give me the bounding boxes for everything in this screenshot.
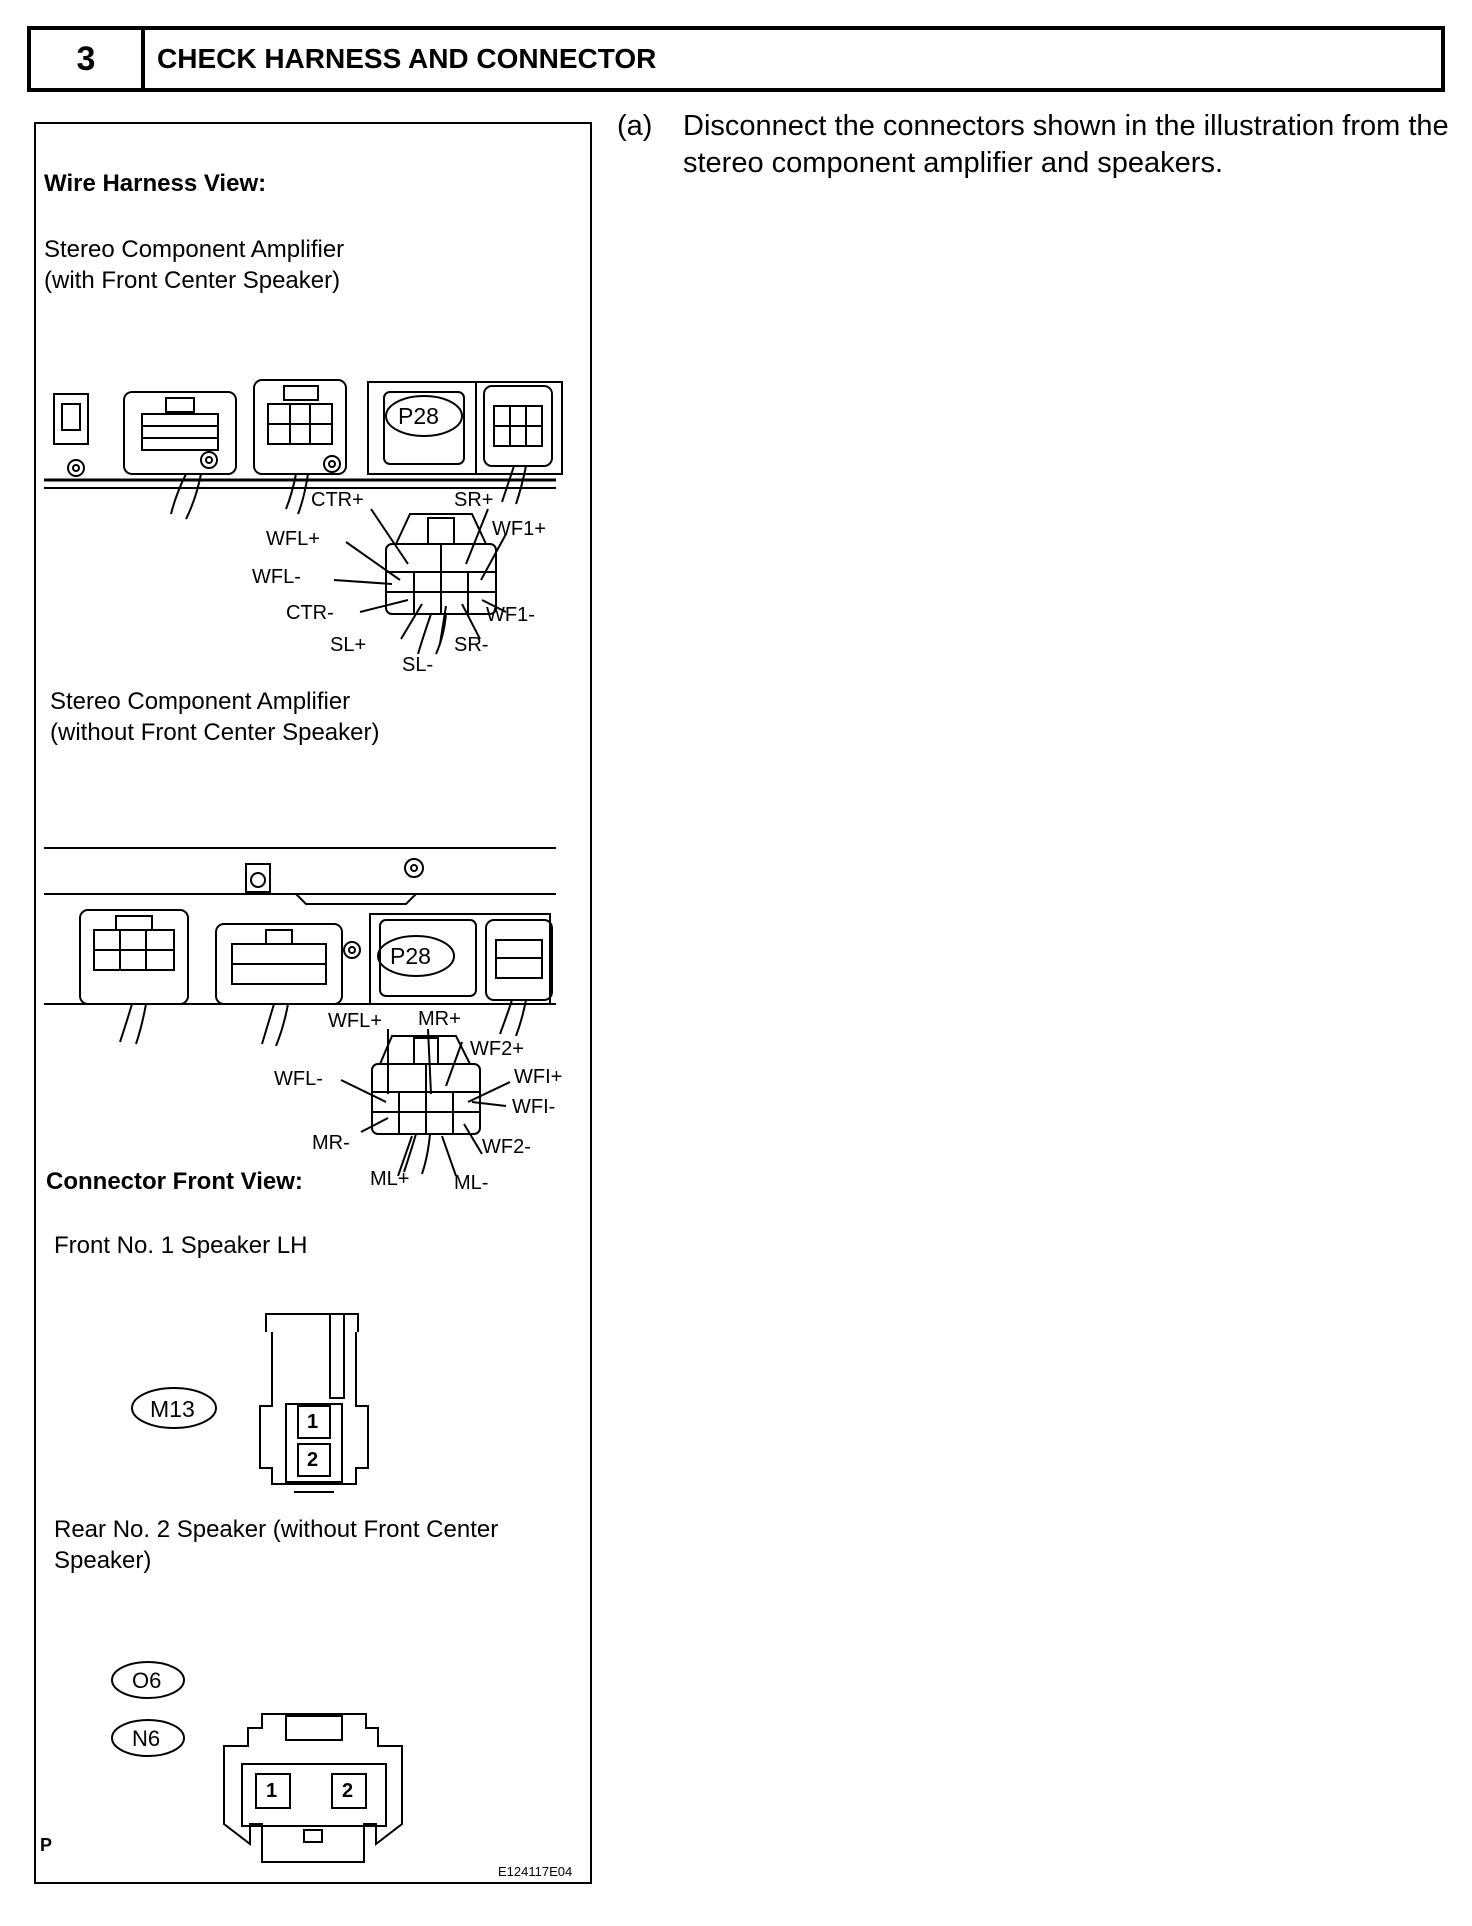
amplifier-without-center-drawing bbox=[44, 848, 556, 1176]
pin-label: SL- bbox=[402, 654, 434, 676]
wire-harness-heading: Wire Harness View: bbox=[44, 170, 267, 197]
pin-label: WF2+ bbox=[470, 1038, 524, 1060]
connector-code-n6: N6 bbox=[132, 1726, 161, 1751]
connector-code-m13: M13 bbox=[150, 1396, 195, 1422]
pin-label: CTR+ bbox=[311, 489, 364, 511]
pin-label: WFI- bbox=[512, 1096, 556, 1118]
instruction-label: (a) bbox=[617, 110, 653, 142]
pin-label: WFL- bbox=[274, 1068, 323, 1090]
pin-label: MR+ bbox=[418, 1008, 461, 1030]
pin-label: WFL- bbox=[252, 566, 301, 588]
amp-with-center-line1: Stereo Component Amplifier bbox=[44, 236, 345, 263]
pin-label: MR- bbox=[312, 1132, 350, 1154]
rear-speaker-label-line2: Speaker) bbox=[54, 1547, 152, 1574]
pin-label: ML- bbox=[454, 1172, 489, 1194]
illustration-panel bbox=[34, 122, 592, 1884]
connector-code-p28-1: P28 bbox=[398, 403, 439, 429]
pin-label: SR+ bbox=[454, 489, 494, 511]
pin-label: SL+ bbox=[330, 634, 367, 656]
amp-without-center-line1: Stereo Component Amplifier bbox=[50, 688, 351, 715]
pin-label: WFL+ bbox=[266, 528, 320, 550]
rear-speaker-label-line1: Rear No. 2 Speaker (without Front Center bbox=[54, 1516, 499, 1543]
step-header bbox=[27, 26, 1445, 92]
pin-label: WF2- bbox=[482, 1136, 531, 1158]
amp-with-center-line2: (with Front Center Speaker) bbox=[44, 267, 341, 294]
pin-label: ML+ bbox=[370, 1168, 410, 1190]
rear-speaker-connector-drawing bbox=[224, 1714, 402, 1862]
pin-label: WFI+ bbox=[514, 1066, 563, 1088]
connector-front-heading: Connector Front View: bbox=[46, 1168, 303, 1195]
figure-id: E124117E04 bbox=[498, 1864, 573, 1879]
front-pin-1: 1 bbox=[307, 1411, 319, 1433]
amp-without-center-line2: (without Front Center Speaker) bbox=[50, 719, 380, 746]
step-title: CHECK HARNESS AND CONNECTOR bbox=[157, 43, 657, 74]
connector-code-p28-2: P28 bbox=[390, 943, 431, 969]
step-number: 3 bbox=[31, 30, 145, 88]
connector-code-o6: O6 bbox=[132, 1668, 162, 1693]
front-speaker-label: Front No. 1 Speaker LH bbox=[54, 1232, 308, 1259]
pin-label: WFL+ bbox=[328, 1010, 382, 1032]
pin-label: WF1+ bbox=[492, 518, 546, 540]
front-pin-2: 2 bbox=[307, 1449, 319, 1471]
connector-drawings bbox=[36, 124, 594, 1886]
pin-label: CTR- bbox=[286, 602, 334, 624]
corner-letter: P bbox=[40, 1835, 53, 1855]
pin-label: SR- bbox=[454, 634, 489, 656]
rear-pin-2: 2 bbox=[342, 1780, 354, 1802]
rear-pin-1: 1 bbox=[266, 1780, 278, 1802]
pin-label: WF1- bbox=[486, 604, 535, 626]
instruction-text: Disconnect the connectors shown in the illustration from the stereo component amplifier and speakers. bbox=[683, 110, 1449, 179]
